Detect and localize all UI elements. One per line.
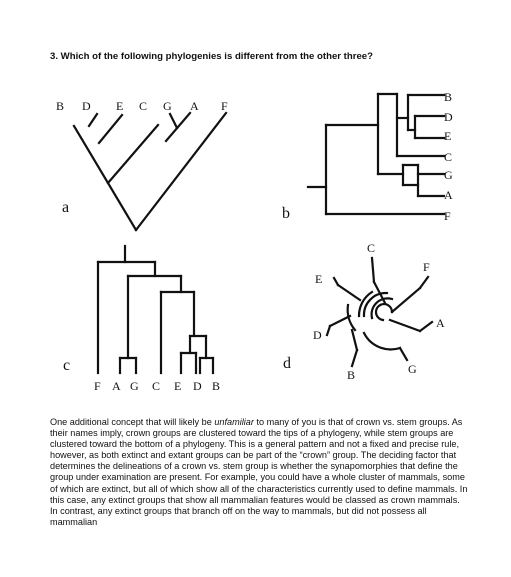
question-heading: 3. Which of the following phylogenies is different from the other three? [50, 51, 374, 62]
panel-c-taxon: C [152, 379, 161, 393]
panel-c-taxon: E [174, 379, 182, 393]
panel-a-taxon: D [82, 99, 91, 113]
phylogeny-d [283, 241, 445, 382]
panel-a-taxon: A [190, 99, 199, 113]
panel-b-taxon: D [444, 110, 453, 124]
panel-c-taxon: A [112, 379, 121, 393]
panel-c-taxon: D [193, 379, 202, 393]
paragraph-lead: One additional concept that will likely be [50, 417, 215, 427]
panel-c-taxon: G [130, 379, 139, 393]
panel-b-taxon: A [444, 188, 453, 202]
panel-b-taxon: F [444, 209, 451, 223]
panel-c-label: c [63, 357, 71, 374]
panel-b-taxon: G [444, 168, 453, 182]
phylogeny-c [63, 246, 220, 393]
panel-d-taxon: E [315, 272, 323, 286]
panel-d-taxon: B [347, 368, 356, 382]
paragraph-body: to many of you is that of crown vs. stem groups. As their names imply, crown groups are clustered toward the tips of a phylogeny, while stem groups are clustered toward the bottom of a phylogeny. This is a general pattern and not a fixed and precise rule, however, as both extinct and extant groups can be part of the “crown” group. The deciding factor that determines the delineations of a crown vs. stem group is whether the synapomorphies that define the group under examination are present. For example, you could have a whole cluster of mammals, some of which are extinct, but all of which show all of the characteristics currently used to define mammals. In this case, any extinct groups that show all mammalian features would be classed as crown mammals. In contrast, any extinct groups that branch off on the way to mammals, but did not possess all mammalian [50, 417, 468, 527]
panel-a-label: a [62, 199, 70, 216]
panel-b-taxon: B [444, 90, 453, 104]
panel-a-taxon: G [163, 99, 172, 113]
panel-d-taxon: A [436, 316, 445, 330]
panel-c-taxon: F [94, 379, 101, 393]
explanatory-paragraph [50, 417, 468, 528]
panel-b-taxon: E [444, 129, 452, 143]
panel-a-taxon: C [139, 99, 148, 113]
phylogeny-a [56, 99, 228, 230]
panel-d-taxon: D [313, 328, 322, 342]
panel-b-label: b [282, 205, 290, 222]
panel-c-taxon: B [212, 379, 221, 393]
panel-d-taxon: G [408, 362, 417, 376]
panel-a-taxon: B [56, 99, 65, 113]
panel-a-taxon: E [116, 99, 124, 113]
panel-d-taxon: F [423, 260, 430, 274]
panel-b-taxon: C [444, 150, 453, 164]
phylogeny-b [282, 90, 453, 223]
emphasized-word: unfamiliar [214, 417, 254, 427]
panel-d-taxon: C [367, 241, 376, 255]
panel-d-label: d [283, 355, 291, 372]
panel-a-taxon: F [221, 99, 228, 113]
